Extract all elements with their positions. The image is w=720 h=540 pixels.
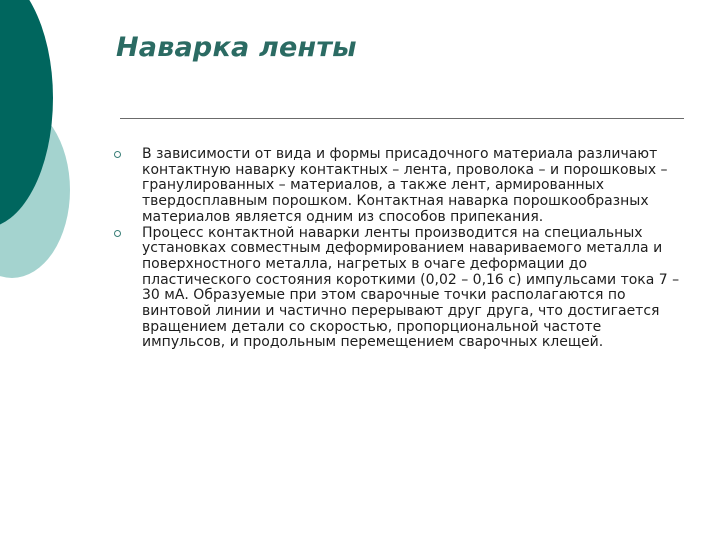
bullet-item	[110, 226, 680, 352]
circle-bullet-icon	[114, 230, 121, 237]
circle-bullet-icon	[114, 151, 121, 158]
bullet-text: Процесс контактной наварки ленты производится на специальных установках совместным деформированием навариваемого металла и поверхностного металла, нагретых в очаге деформации до пластического состояния короткими (0,02 – 0,16 с) импульсами тока 7 – 30 мА. Образуемые при этом сварочные точки располагаются по винтовой линии и частично перерывают друг друга, что достигается вращением детали со скоростью, пропорциональной частоте импульсов, и продольным перемещением сварочных клещей.	[142, 224, 680, 351]
bullet-item	[110, 147, 680, 226]
slide-title: Наварка ленты	[116, 32, 357, 63]
title-divider	[120, 118, 684, 119]
bullet-list	[110, 147, 680, 351]
bullet-text: В зависимости от вида и формы присадочного материала различают контактную наварку контактных – лента, проволока – и порошковых –гранулированных – материалов, а также лент, армированных твердосплавным порошком. Контактная наварка порошкообразных материалов является одним из способов припекания.	[142, 146, 668, 225]
decorative-circles	[0, 0, 120, 300]
